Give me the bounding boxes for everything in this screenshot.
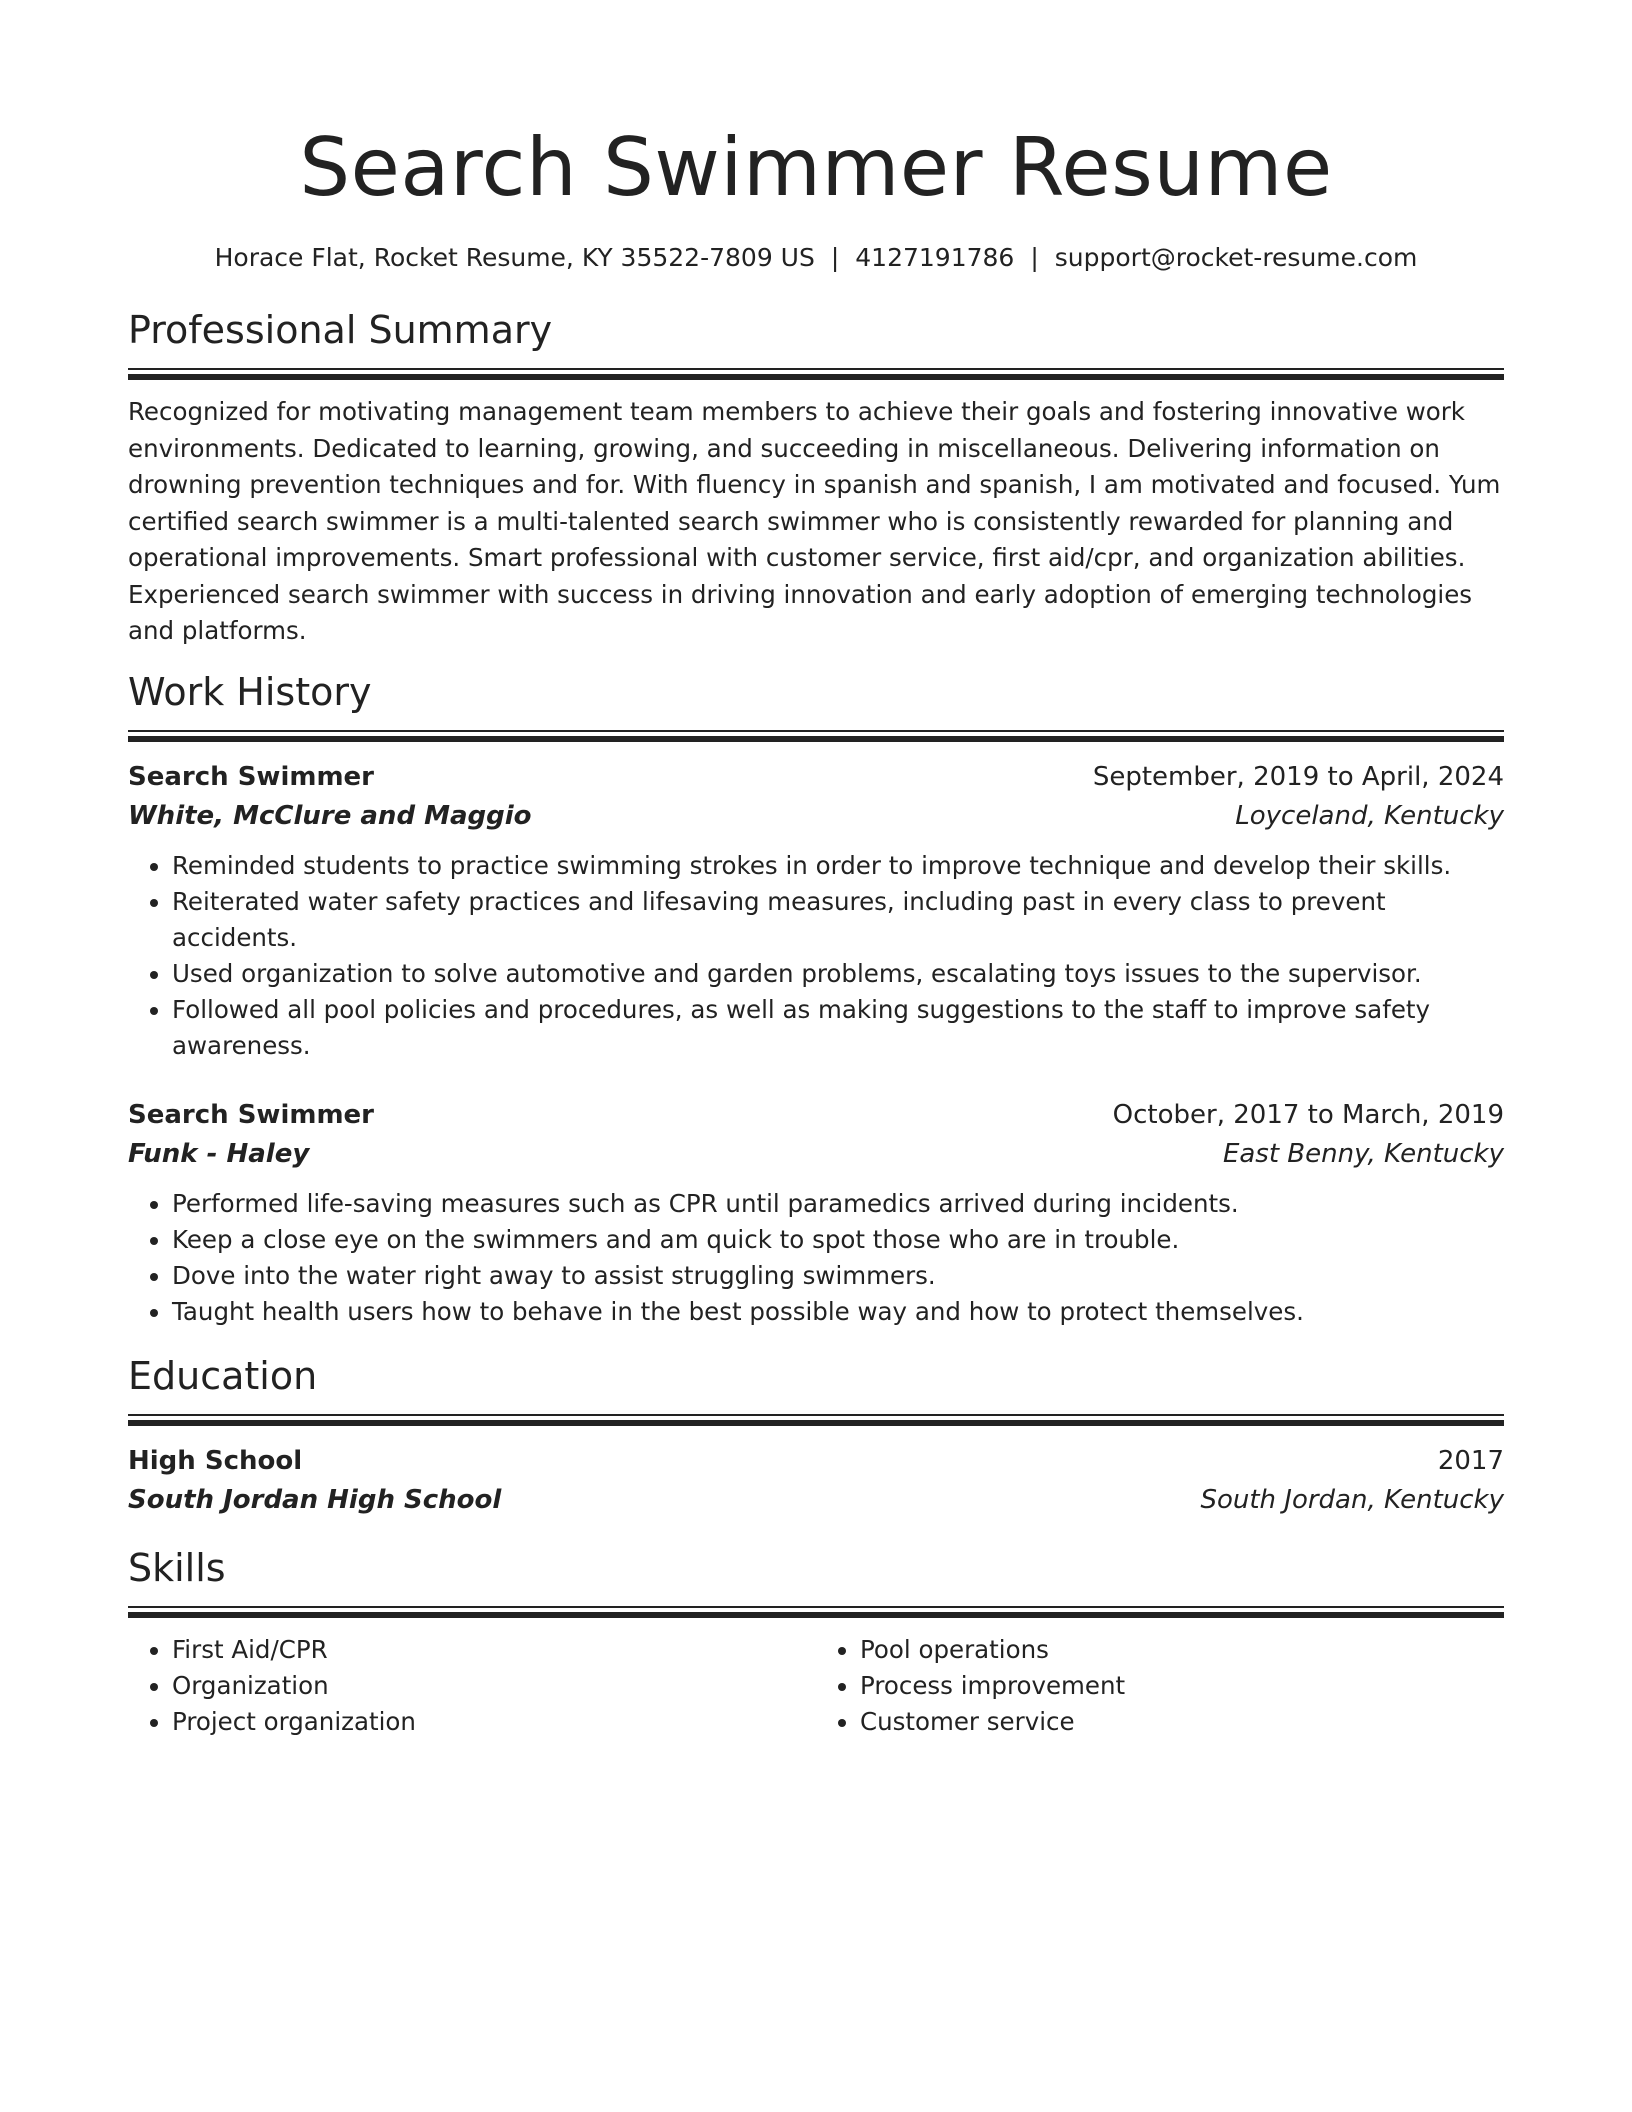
section-divider — [128, 368, 1504, 380]
contact-email: support@rocket-resume.com — [1054, 243, 1418, 272]
skills-grid — [128, 1632, 1504, 1740]
skill-item: • Organization — [172, 1668, 816, 1704]
job-bullet: • Performed life-saving measures such as CPR until paramedics arrived during incidents. — [172, 1186, 1504, 1222]
skill-item: • Project organization — [172, 1704, 816, 1740]
job-bullet: • Keep a close eye on the swimmers and am quick to spot those who are in trouble. — [172, 1222, 1504, 1258]
section-title-work-history: Work History — [128, 669, 372, 714]
contact-phone: 4127191786 — [855, 243, 1015, 272]
job-entry — [128, 758, 1504, 1064]
section-divider — [128, 730, 1504, 742]
summary-text: Recognized for motivating management team members to achieve their goals and fostering innovative work environments. Dedicated to learning, growing, and succeeding in miscellaneous. Delivering information on drowning prevention techniques and for. With fluency in spanish and spanish, I am motivated and focused. Yum certified search swimmer is a multi-talented search swimmer who is consistently rewarded for planning and operational improvements. Smart professional with customer service, first aid/cpr, and organization abilities. Experienced search swimmer with success in driving innovation and early adoption of emerging technologies and platforms. — [128, 397, 1501, 645]
job-bullet: • Dove into the water right away to assist struggling swimmers. — [172, 1258, 1504, 1294]
job-location: East Benny, Kentucky — [1222, 1138, 1504, 1169]
skill-item: • Customer service — [860, 1704, 1504, 1740]
contact-line — [128, 240, 1504, 276]
skills-section — [128, 1544, 1504, 1740]
job-entry — [128, 1096, 1504, 1330]
job-dates: October, 2017 to March, 2019 — [1112, 1099, 1504, 1130]
education-section — [128, 1352, 1504, 1520]
job-bullets — [128, 848, 1504, 1064]
education-degree: High School — [128, 1445, 303, 1476]
skills-column-left — [128, 1632, 816, 1740]
job-bullet: • Taught health users how to behave in the best possible way and how to protect themselves. — [172, 1294, 1504, 1330]
contact-separator: | — [830, 243, 840, 272]
section-divider — [128, 1414, 1504, 1426]
job-location: Loyceland, Kentucky — [1235, 800, 1504, 831]
contact-separator: | — [1030, 243, 1039, 272]
summary-section — [128, 306, 1504, 650]
education-location: South Jordan, Kentucky — [1200, 1484, 1504, 1515]
resume-name: Search Swimmer Resume — [299, 121, 1333, 214]
education-school: South Jordan High School — [128, 1484, 502, 1515]
skill-item: • First Aid/CPR — [172, 1632, 816, 1668]
job-bullets — [128, 1186, 1504, 1330]
job-bullet: • Used organization to solve automotive and garden problems, escalating toys issues to the supervisor. — [172, 956, 1504, 992]
skills-column-right — [816, 1632, 1504, 1740]
section-title-summary: Professional Summary — [128, 308, 553, 352]
education-entry — [128, 1442, 1504, 1520]
education-school-row — [128, 1480, 1504, 1520]
section-title-skills: Skills — [128, 1545, 226, 1590]
contact-address: Horace Flat, Rocket Resume, KY 35522-7809 US — [214, 243, 815, 272]
job-dates: September, 2019 to April, 2024 — [1092, 761, 1504, 792]
skill-item: • Process improvement — [860, 1668, 1504, 1704]
job-employer: White, McClure and Maggio — [128, 800, 532, 831]
job-employer-row — [128, 1134, 1504, 1174]
job-bullet: • Reminded students to practice swimming strokes in order to improve technique and develop their skills. — [172, 848, 1504, 884]
job-employer-row — [128, 796, 1504, 836]
section-title-education: Education — [128, 1353, 318, 1398]
job-bullet: • Reiterated water safety practices and lifesaving measures, including past in every class to prevent accidents. — [172, 884, 1504, 956]
education-year: 2017 — [1437, 1445, 1504, 1476]
section-divider — [128, 1606, 1504, 1618]
job-header-row — [128, 1096, 1504, 1134]
education-header-row — [128, 1442, 1504, 1480]
job-bullet: • Followed all pool policies and procedures, as well as making suggestions to the staff to improve safety awareness. — [172, 992, 1504, 1064]
job-title: Search Swimmer — [128, 761, 374, 792]
job-title: Search Swimmer — [128, 1099, 374, 1130]
job-employer: Funk - Haley — [128, 1138, 310, 1169]
work-history-section — [128, 668, 1504, 1330]
skill-item: • Pool operations — [860, 1632, 1504, 1668]
job-header-row — [128, 758, 1504, 796]
